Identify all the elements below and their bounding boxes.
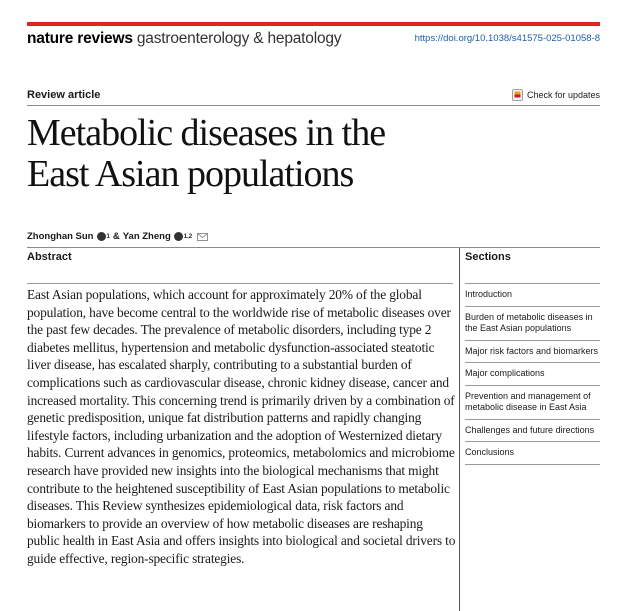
- check-for-updates-button[interactable]: [512, 89, 600, 101]
- section-link-complications[interactable]: Major complications: [465, 363, 600, 386]
- authors-divider: [27, 247, 600, 248]
- section-link-prevention[interactable]: Prevention and management of metabolic disease in East Asia: [465, 386, 600, 420]
- section-link-conclusions[interactable]: Conclusions: [465, 442, 600, 465]
- mail-icon[interactable]: [197, 233, 208, 241]
- journal-name: [27, 30, 341, 48]
- section-link-burden[interactable]: Burden of metabolic diseases in the East Asian populations: [465, 307, 600, 341]
- author-affiliation: 1,2: [183, 233, 193, 240]
- abstract-divider: [27, 283, 453, 284]
- orcid-icon[interactable]: [97, 232, 106, 241]
- doi-link[interactable]: https://doi.org/10.1038/s41575-025-01058-8: [414, 33, 600, 44]
- author-affiliation: 1: [106, 233, 110, 240]
- orcid-icon[interactable]: [174, 232, 183, 241]
- section-link-introduction[interactable]: Introduction: [465, 284, 600, 307]
- abstract-text: East Asian populations, which account for approximately 20% of the global population, have become central to the worldwide rise of metabolic diseases over the past few decades. The prevalence of metabolic disorders, including type 2 diabetes mellitus, hypertension and metabolic dysfunction-associated steatotic liver disease, has escalated sharply, contributing to a substantial burden of complications such as cardiovascular disease, chronic kidney disease, cancer and increased mortality. This concerning trend is primarily driven by a combination of genetic predisposition, unique fat distribution patterns and rapidly changing lifestyle factors, including urbanization and the adoption of Westernized dietary habits. Current advances in genomics, proteomics, metabolomics and microbiome research have provided new insights into the biological mechanisms that might contribute to the heightened susceptibility of East Asian populations to metabolic diseases. This Review synthesizes epidemiological data, risk factors and biomarkers to provide an overview of how metabolic diseases are reshaping public health in East Asia and offers insights into biological and societal drivers to guide effective, region-specific strategies.: [27, 287, 456, 566]
- author-separator: &: [112, 231, 120, 242]
- column-divider: [459, 248, 460, 611]
- author-name[interactable]: Zhonghan Sun: [27, 231, 94, 242]
- header-accent-bar: [27, 22, 600, 26]
- journal-subtitle: gastroenterology & hepatology: [136, 30, 342, 47]
- abstract-heading: Abstract: [27, 251, 72, 263]
- journal-brand: nature reviews: [27, 30, 133, 47]
- section-link-challenges[interactable]: Challenges and future directions: [465, 420, 600, 443]
- sections-heading: Sections: [465, 251, 600, 284]
- header-divider: [27, 105, 600, 106]
- page-title: [27, 113, 385, 195]
- check-updates-icon: [512, 89, 523, 101]
- author-list: [27, 231, 208, 242]
- article-type: Review article: [27, 89, 101, 101]
- sections-panel: [465, 251, 600, 465]
- author-name[interactable]: Yan Zheng: [122, 231, 171, 242]
- title-line-1: Metabolic diseases in the: [27, 112, 386, 154]
- title-line-2: East Asian populations: [27, 153, 354, 195]
- check-updates-label: Check for updates: [526, 90, 600, 100]
- section-link-risk-factors[interactable]: Major risk factors and biomarkers: [465, 341, 600, 364]
